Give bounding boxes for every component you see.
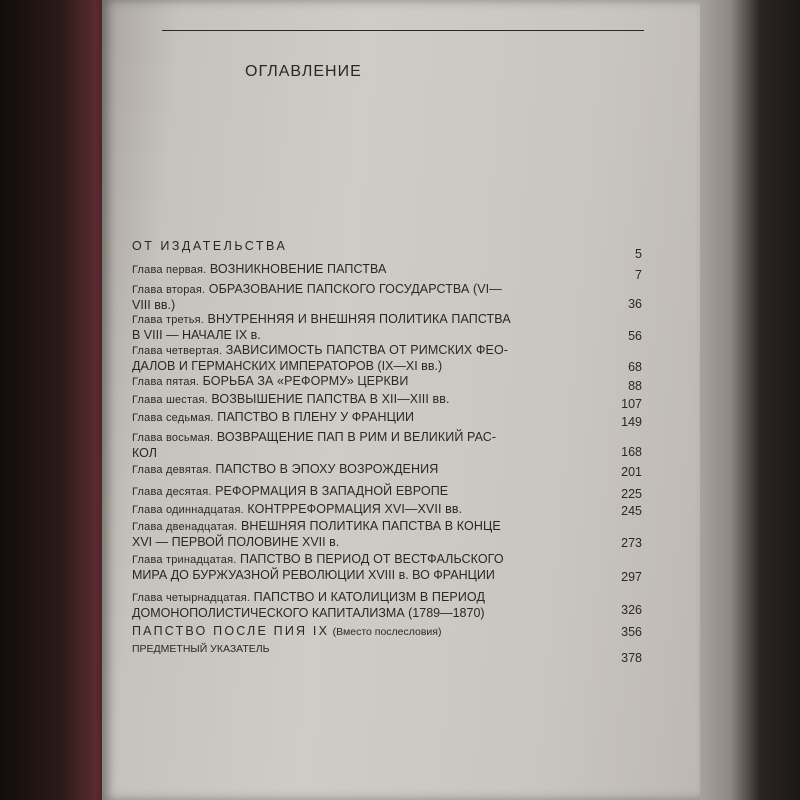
page-heading: ОГЛАВЛЕНИЕ: [245, 63, 362, 80]
toc-page-number: 168: [621, 445, 642, 459]
toc-entry-title: ПАПСТВО В ЭПОХУ ВОЗРОЖДЕНИЯ: [215, 462, 439, 476]
toc-entry-title: ВОЗНИКНОВЕНИЕ ПАПСТВА: [209, 262, 387, 276]
toc-chapter-label: Глава вторая.: [132, 284, 206, 296]
toc-page-number: 225: [621, 487, 642, 501]
toc-page-number: 107: [621, 397, 642, 411]
toc-chapter-label: Глава тринадцатая.: [132, 554, 237, 566]
toc-entry-title-continued: VIII вв.): [132, 298, 176, 312]
toc-entry-title: ВНЕШНЯЯ ПОЛИТИКА ПАПСТВА В КОНЦЕ: [240, 519, 501, 533]
toc-entry-subtitle: (Вместо послесловия): [332, 626, 442, 638]
toc-entry-title-continued: МИРА ДО БУРЖУАЗНОЙ РЕВОЛЮЦИИ XVIII в. ВО ФРАНЦИИ: [132, 568, 495, 582]
toc-page-number: 5: [635, 247, 642, 261]
toc-page-number: 245: [621, 504, 642, 518]
toc-chapter-label: Глава восьмая.: [132, 432, 214, 444]
toc-entry-title: ПРЕДМЕТНЫЙ УКАЗАТЕЛЬ: [132, 643, 270, 655]
toc-entry: [132, 282, 652, 313]
toc-entry: [132, 519, 652, 550]
toc-entry-title: ВОЗВЫШЕНИЕ ПАПСТВА В XII—XIII вв.: [211, 392, 450, 406]
toc-entry-title-continued: КОЛ: [132, 446, 157, 460]
toc-entry: [132, 502, 652, 518]
toc-page-number: 149: [621, 415, 642, 429]
toc-entry: [132, 590, 652, 621]
toc-entry: [132, 462, 652, 478]
toc-page-number: 7: [635, 268, 642, 282]
toc-entry: [132, 484, 652, 500]
toc-entry: [132, 430, 652, 461]
toc-entry-title-continued: ДОМОНОПОЛИСТИЧЕСКОГО КАПИТАЛИЗМА (1789—1870): [132, 606, 485, 620]
toc-entry: [132, 410, 652, 426]
toc-entry: [132, 262, 652, 278]
toc-entry: [132, 312, 652, 343]
toc-page-number: 88: [628, 379, 642, 393]
book-cover-edge: [0, 0, 112, 800]
toc-entry: [132, 239, 652, 254]
toc-page-number: 56: [628, 329, 642, 343]
toc-chapter-label: Глава двенадцатая.: [132, 521, 238, 533]
toc-chapter-label: Глава четвертая.: [132, 345, 223, 357]
toc-page-number: 273: [621, 536, 642, 550]
toc-entry-title: ПАПСТВО В ПЕРИОД ОТ ВЕСТФАЛЬСКОГО: [240, 552, 504, 566]
toc-entry: [132, 374, 652, 390]
toc-entry-title: ЗАВИСИМОСТЬ ПАПСТВА ОТ РИМСКИХ ФЕО-: [225, 343, 509, 357]
toc-page-number: 68: [628, 360, 642, 374]
toc-entry-title: ВОЗВРАЩЕНИЕ ПАП В РИМ И ВЕЛИКИЙ РАС-: [216, 430, 497, 444]
table-of-contents: [102, 0, 700, 800]
toc-chapter-label: Глава первая.: [132, 264, 207, 276]
toc-chapter-label: Глава десятая.: [132, 486, 212, 498]
toc-chapter-label: Глава пятая.: [132, 376, 200, 388]
toc-page-number: 378: [621, 651, 642, 665]
book-page: [102, 0, 700, 800]
toc-entry-title: ВНУТРЕННЯЯ И ВНЕШНЯЯ ПОЛИТИКА ПАПСТВА: [207, 312, 511, 326]
toc-chapter-label: Глава седьмая.: [132, 412, 214, 424]
toc-page-number: 36: [628, 297, 642, 311]
toc-page-number: 201: [621, 465, 642, 479]
book-page-edge: [700, 0, 800, 800]
toc-chapter-label: Глава четырнадцатая.: [132, 592, 251, 604]
toc-entry-title: ПАПСТВО ПОСЛЕ ПИЯ IX: [132, 624, 330, 638]
toc-entry-title-continued: ДАЛОВ И ГЕРМАНСКИХ ИМПЕРАТОРОВ (IX—XI вв.): [132, 359, 443, 373]
toc-chapter-label: Глава шестая.: [132, 394, 208, 406]
toc-entry-title: ОБРАЗОВАНИЕ ПАПСКОГО ГОСУДАРСТВА (VI—: [208, 282, 502, 296]
toc-entry: [132, 392, 652, 408]
toc-entry: [132, 552, 652, 583]
toc-entry-title: ПАПСТВО В ПЛЕНУ У ФРАНЦИИ: [217, 410, 415, 424]
toc-entry-title-continued: XVI — ПЕРВОЙ ПОЛОВИНЕ XVII в.: [132, 535, 340, 549]
toc-page-number: 356: [621, 625, 642, 639]
toc-entry-title: БОРЬБА ЗА «РЕФОРМУ» ЦЕРКВИ: [202, 374, 409, 388]
toc-chapter-label: Глава девятая.: [132, 464, 212, 476]
toc-entry-title: ПАПСТВО И КАТОЛИЦИЗМ В ПЕРИОД: [253, 590, 486, 604]
toc-entry-title: ОТ ИЗДАТЕЛЬСТВА: [132, 239, 288, 253]
toc-page-number: 326: [621, 603, 642, 617]
toc-entry: [132, 343, 652, 374]
toc-entry: [132, 624, 652, 640]
toc-page-number: 297: [621, 570, 642, 584]
toc-entry-title: КОНТРРЕФОРМАЦИЯ XVI—XVII вв.: [247, 502, 463, 516]
toc-entry: [132, 642, 652, 657]
toc-entry-title: РЕФОРМАЦИЯ В ЗАПАДНОЙ ЕВРОПЕ: [215, 484, 449, 498]
toc-entry-title-continued: В VIII — НАЧАЛЕ IX в.: [132, 328, 261, 342]
toc-chapter-label: Глава одиннадцатая.: [132, 504, 244, 516]
toc-chapter-label: Глава третья.: [132, 314, 205, 326]
